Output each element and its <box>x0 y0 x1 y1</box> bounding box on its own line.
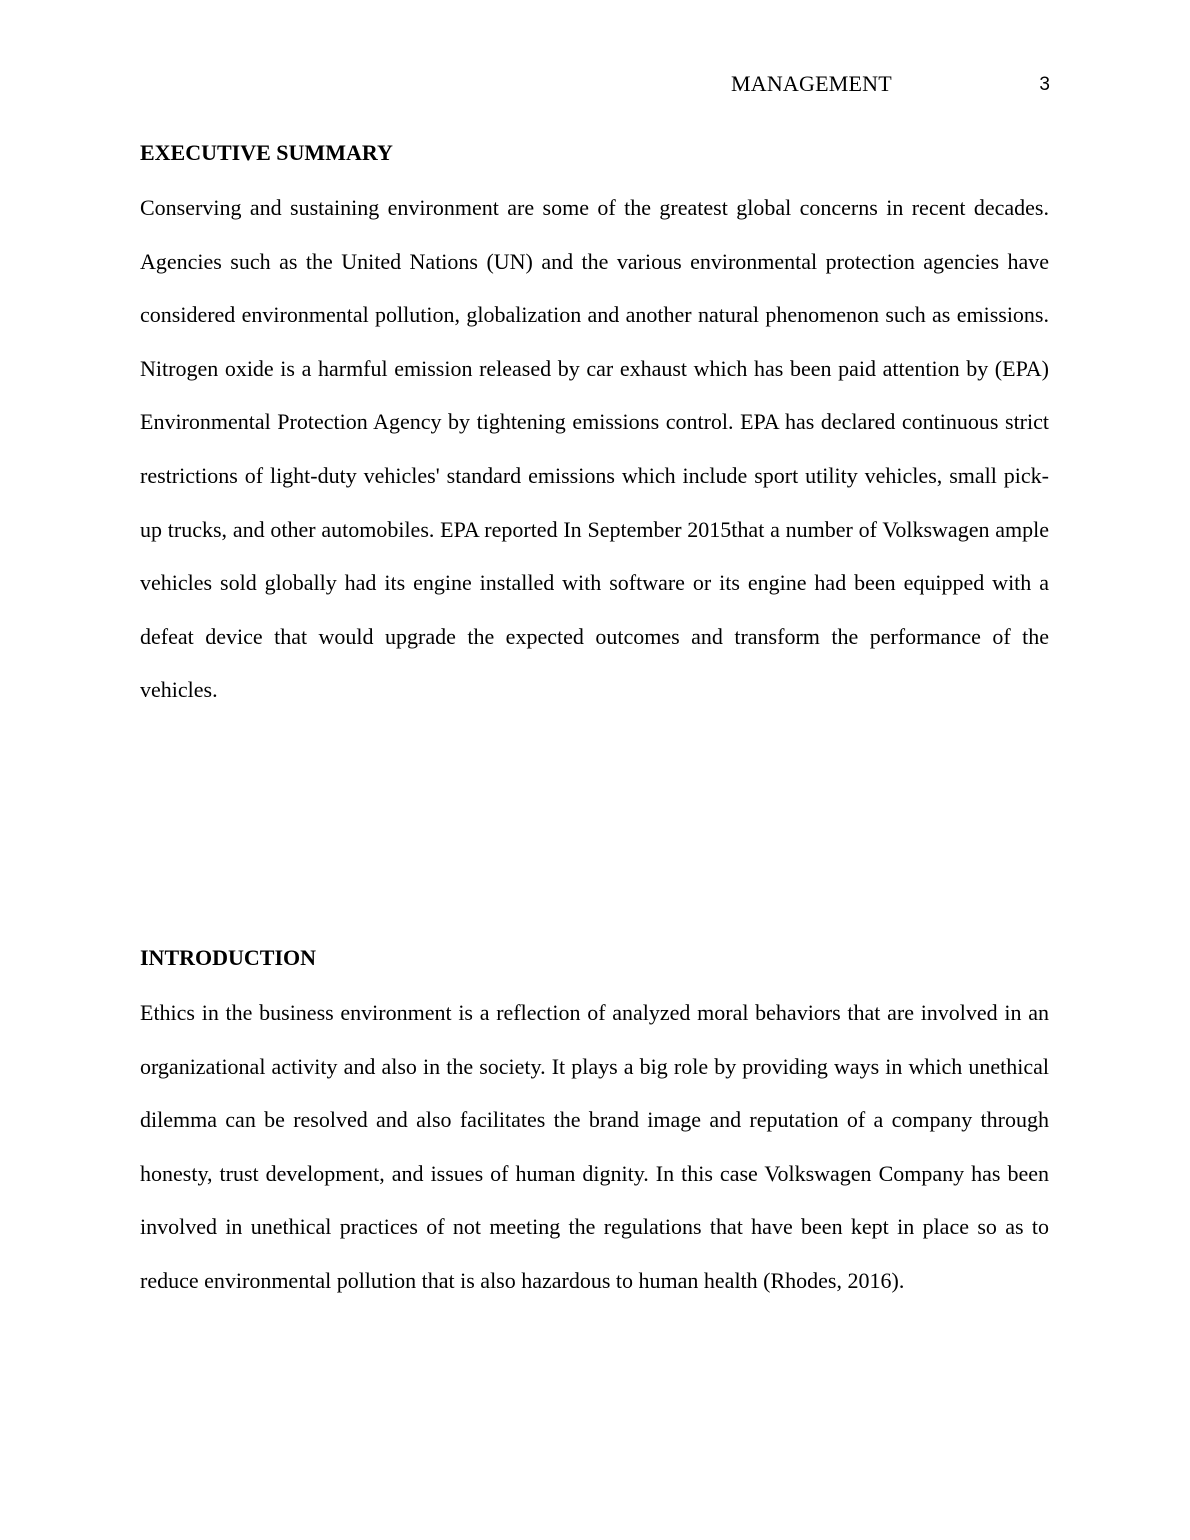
introduction-paragraph: Ethics in the business environment is a reflection of analyzed moral behaviors that are involved in an organizational activity and also in the society. It plays a big role by providing ways in which unethical dilemma can be resolved and also facilitates the brand image and reputation of a company through honesty, trust development, and issues of human dignity. In this case Volkswagen Company has been involved in unethical practices of not meeting the regulations that have been kept in place so as to reduce environmental pollution that is also hazardous to human health (Rhodes, 2016). <box>140 1000 1049 1293</box>
page-number: 3 <box>1039 74 1050 95</box>
running-head: MANAGEMENT <box>731 71 892 96</box>
executive-summary-heading: EXECUTIVE SUMMARY <box>140 140 393 165</box>
executive-summary-paragraph: Conserving and sustaining environment are some of the greatest global concerns in recent decades. Agencies such as the United Nations (UN) and the various environmental protection agencies have considered environmental pollution, globalization and another natural phenomenon such as emissions. Nitrogen oxide is a harmful emission released by car exhaust which has been paid attention by (EPA) Environmental Protection Agency by tightening emissions control. EPA has declared continuous strict restrictions of light-duty vehicles' standard emissions which include sport utility vehicles, small pick-up trucks, and other automobiles. EPA reported In September 2015that a number of Volkswagen ample vehicles sold globally had its engine installed with software or its engine had been equipped with a defeat device that would upgrade the expected outcomes and transform the performance of the vehicles. <box>140 195 1049 703</box>
introduction-heading: INTRODUCTION <box>140 945 317 970</box>
